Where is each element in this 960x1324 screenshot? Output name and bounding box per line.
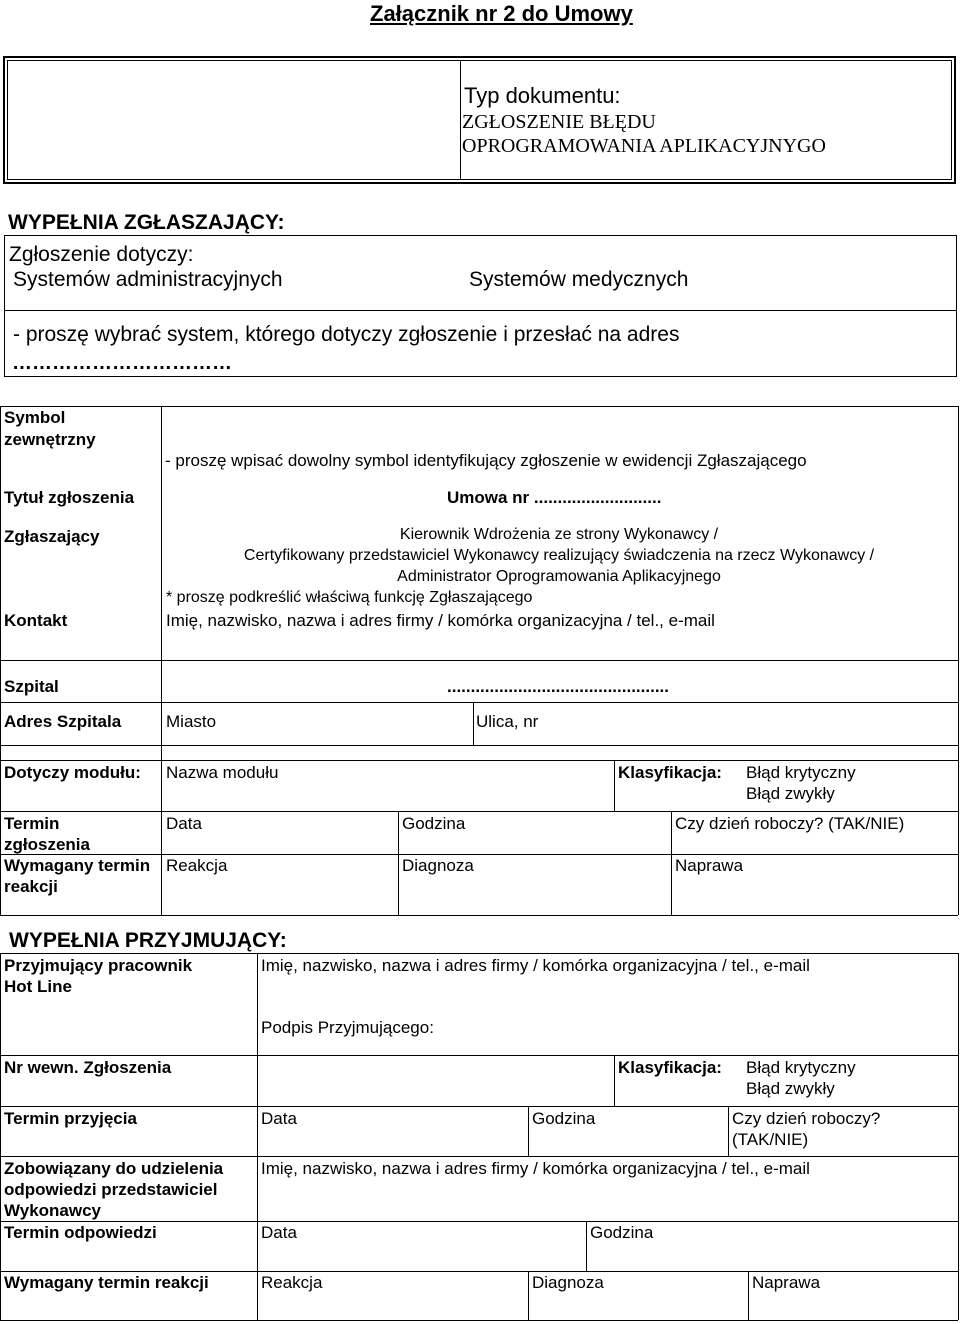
page-title: Załącznik nr 2 do Umowy [370,1,633,26]
doc-type-line2: OPROGRAMOWANIA APLIKACYJNYGO [462,135,826,157]
grid-row-divider [0,660,958,661]
classification-divider [614,760,615,811]
employee-label: Przyjmujący pracownik [4,956,193,975]
reporter-option-1[interactable]: Kierownik Wdrożenia ze strony Wykonawcy / [399,526,719,543]
grid-row-divider [0,854,958,855]
internal-no-label: Nr wewn. Zgłoszenia [4,1058,172,1077]
grid-bottom-border [0,915,958,916]
applicant-divider [4,310,957,311]
option-admin-systems[interactable]: Systemów administracyjnych [13,268,283,291]
reporter-option-3[interactable]: Administrator Oprogramowania Aplikacyjnego [397,568,721,585]
report-date-field[interactable]: Data [166,814,202,833]
employee-label-2: Hot Line [4,977,72,996]
receiver-class-normal[interactable]: Błąd zwykły [746,1079,835,1098]
receiver-left-border [0,953,1,1320]
receiver-resp-divider [586,1221,587,1271]
accept-workday-field-2[interactable]: (TAK/NIE) [732,1130,809,1149]
grid-right-border [958,406,959,915]
receiver-required-label: Wymagany termin reakcji [4,1273,209,1292]
signature-field[interactable]: Podpis Przyjmującego: [261,1018,434,1037]
receiver-hour-divider [728,1106,729,1156]
date-divider [398,811,399,915]
hour-divider [671,811,672,915]
doc-type-divider [460,60,461,180]
accept-workday-field[interactable]: Czy dzień roboczy? [732,1109,881,1128]
contact-value[interactable]: Imię, nazwisko, nazwa i adres firmy / komórka organizacyjna / tel., e-mail [166,611,715,630]
report-workday-field[interactable]: Czy dzień roboczy? (TAK/NIE) [675,814,905,833]
address-divider [473,702,474,745]
doc-type-label: Typ dokumentu: [464,83,621,108]
module-name-field[interactable]: Nazwa modułu [166,763,279,782]
required-time-label-2: reakcji [4,877,58,896]
diagnosis-field[interactable]: Diagnoza [402,856,474,875]
receiver-row-divider [0,1055,958,1056]
obliged-value[interactable]: Imię, nazwisko, nazwa i adres firmy / komórka organizacyjna / tel., e-mail [261,1159,810,1178]
receiver-reaction-field[interactable]: Reakcja [261,1273,323,1292]
grid-row-divider [0,760,958,761]
receiver-row-divider [0,1156,958,1157]
module-label: Dotyczy modułu: [4,763,141,782]
class-normal-option[interactable]: Błąd zwykły [746,784,835,803]
instruction-text: - proszę wybrać system, którego dotyczy zgłoszenie i przesłać na adres [13,323,680,346]
accept-date-field[interactable]: Data [261,1109,297,1128]
grid-row-divider [0,702,958,703]
external-symbol-hint[interactable]: - proszę wpisać dowolny symbol identyfikujący zgłoszenie w ewidencji Zgłaszającego [165,451,807,470]
receiver-repair-field[interactable]: Naprawa [752,1273,821,1292]
reporter-note: * proszę podkreślić właściwą funkcję Zgłaszającego [166,589,533,606]
hospital-value[interactable]: ............................................... [447,677,669,696]
receiver-top-border [0,953,958,954]
hospital-label: Szpital [4,677,59,696]
obliged-label-3: Wykonawcy [4,1201,102,1220]
accept-hour-field[interactable]: Godzina [532,1109,596,1128]
receiver-req-divider-1 [528,1271,529,1320]
receiver-req-divider-2 [748,1271,749,1320]
address-dots[interactable]: …………………………… [12,352,232,374]
reaction-field[interactable]: Reakcja [166,856,228,875]
receiver-row-divider [0,1271,958,1272]
classification-label: Klasyfikacja: [618,763,722,782]
external-symbol-label-2: zewnętrzny [4,430,96,449]
response-date-field[interactable]: Data [261,1223,297,1242]
receiver-bottom-border [0,1320,958,1321]
receiver-right-border [958,953,959,1320]
employee-value[interactable]: Imię, nazwisko, nazwa i adres firmy / komórka organizacyjna / tel., e-mail [261,956,810,975]
receiver-heading: WYPEŁNIA PRZYJMUJĄCY: [9,929,287,952]
doc-type-line1: ZGŁOSZENIE BŁĘDU [462,111,656,133]
title-value[interactable]: Umowa nr ........................... [447,488,662,507]
street-field[interactable]: Ulica, nr [476,712,539,731]
grid-top-border [0,406,958,407]
class-critical-option[interactable]: Błąd krytyczny [746,763,856,782]
accept-label: Termin przyjęcia [4,1109,137,1128]
receiver-class-critical[interactable]: Błąd krytyczny [746,1058,856,1077]
receiver-class-divider [614,1055,615,1106]
contact-label: Kontakt [4,611,68,630]
required-time-label: Wymagany termin [4,856,151,875]
title-label: Tytuł zgłoszenia [4,488,135,507]
reporter-option-2[interactable]: Certyfikowany przedstawiciel Wykonawcy realizujący świadczenia na rzecz Wykonawcy / [243,547,875,564]
response-hour-field[interactable]: Godzina [590,1223,654,1242]
receiver-classification-label: Klasyfikacja: [618,1058,722,1077]
hospital-address-label: Adres Szpitala [4,712,122,731]
receiver-row-divider [0,1106,958,1107]
receiver-diagnosis-field[interactable]: Diagnoza [532,1273,604,1292]
report-hour-field[interactable]: Godzina [402,814,466,833]
reporter-label: Zgłaszający [4,527,100,546]
obliged-label: Zobowiązany do udzielenia [4,1159,224,1178]
external-symbol-label: Symbol [4,408,66,427]
applicant-heading: WYPEŁNIA ZGŁASZAJĄCY: [8,211,285,234]
receiver-date-divider [528,1106,529,1156]
repair-field[interactable]: Naprawa [675,856,744,875]
city-field[interactable]: Miasto [166,712,217,731]
receiver-row-divider [0,1221,958,1222]
obliged-label-2: odpowiedzi przedstawiciel [4,1180,218,1199]
concerns-label: Zgłoszenie dotyczy: [9,243,194,266]
option-medical-systems[interactable]: Systemów medycznych [469,268,689,291]
report-date-label-2: zgłoszenia [4,835,90,854]
grid-row-divider [0,811,958,812]
grid-row-divider [0,745,958,746]
response-label: Termin odpowiedzi [4,1223,157,1242]
report-date-label: Termin [4,814,60,833]
receiver-label-divider [257,953,258,1320]
